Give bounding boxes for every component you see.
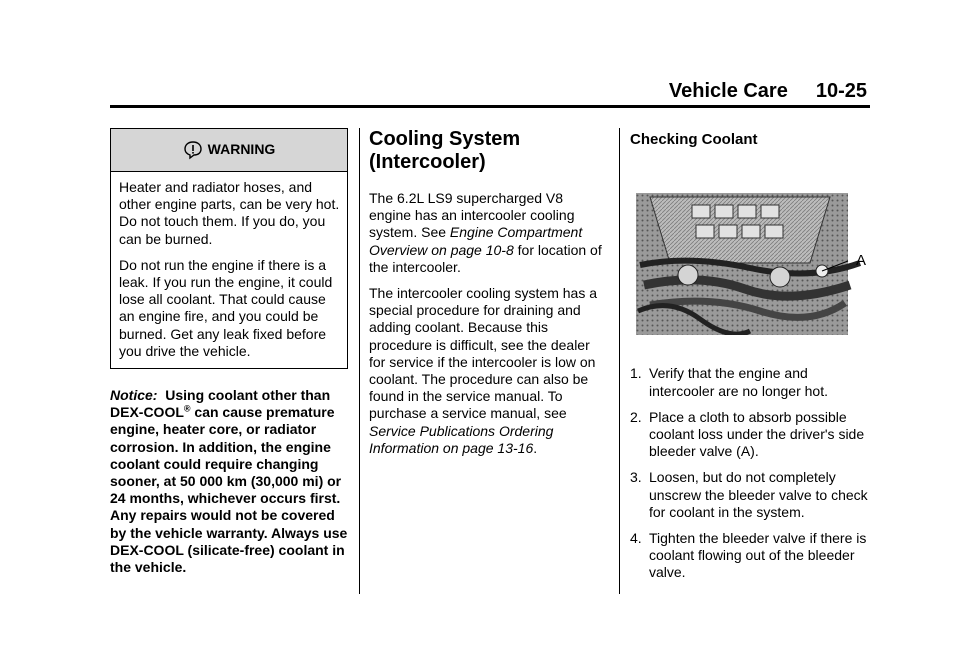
step-text: Verify that the engine and intercooler are no longer hot. xyxy=(649,365,828,399)
registered-mark: ® xyxy=(183,403,191,414)
step-number: 1. xyxy=(630,365,642,382)
notice-text-rest: can cause premature engine, heater core, or radiator corrosion. In addition, the engine coolant could require changing sooner, at 50 000 km (30,000 mi) or 24 months, whichever occurs first. Any repairs would not be covered by the vehicle warranty. Always use DEX-COOL (silicate-free) coolant in the vehicle. xyxy=(110,404,348,576)
notice-paragraph xyxy=(110,387,348,576)
section-name: Vehicle Care xyxy=(668,80,788,102)
coolant-steps-list xyxy=(630,365,870,581)
callout-a-label: A xyxy=(856,252,867,270)
notice-text-start: Using coolant other than DEX-COOL xyxy=(110,387,331,421)
list-item xyxy=(630,530,870,582)
column-divider-left xyxy=(359,128,360,594)
column-divider-right xyxy=(619,128,620,594)
notice-label: Notice: xyxy=(110,387,158,404)
cooling-p2-text: The intercooler cooling system has a special procedure for draining and adding coolant. Because this procedure is difficult, see the dealer for service if the intercooler is low on coolant. The procedure can also be found in the service manual. To purchase a service manual, see xyxy=(369,285,597,422)
warning-paragraph-1: Heater and radiator hoses, and other engine parts, can be very hot. Do not touch them. If you do, you can be burned. xyxy=(119,179,340,247)
warning-box xyxy=(110,128,348,369)
cooling-paragraph-2 xyxy=(369,285,607,457)
column-2 xyxy=(369,128,607,466)
warning-title: WARNING xyxy=(207,141,276,158)
cooling-p1-after: for location of the intercooler. xyxy=(369,241,602,275)
page-number: 10-25 xyxy=(815,80,867,102)
warning-body xyxy=(111,172,347,368)
engine-compartment-reference: Engine Compartment Overview on page 10-8 xyxy=(369,224,583,258)
cooling-p2-after: . xyxy=(533,439,538,456)
list-item xyxy=(630,469,870,521)
header-rule xyxy=(110,105,870,108)
checking-coolant-title: Checking Coolant xyxy=(630,131,758,148)
cooling-section-title: Cooling System (Intercooler) xyxy=(369,128,521,173)
column-3 xyxy=(630,128,870,591)
step-text: Place a cloth to absorb possible coolant loss under the driver's side bleeder valve (A). xyxy=(649,408,865,460)
step-number: 2. xyxy=(630,408,642,425)
step-text: Loosen, but do not completely unscrew the bleeder valve to check for coolant in the system. xyxy=(649,469,868,520)
cooling-paragraph-1 xyxy=(369,190,607,276)
column-1 xyxy=(110,128,348,576)
engine-illustration xyxy=(630,193,870,335)
service-publications-reference: Service Publications Ordering Information on page 13-16 xyxy=(369,422,554,456)
step-number: 4. xyxy=(630,530,642,547)
warning-header xyxy=(111,129,347,172)
list-item xyxy=(630,409,870,461)
step-number: 3. xyxy=(630,469,642,486)
warning-paragraph-2: Do not run the engine if there is a leak. If you run the engine, it could lose all coolant. That could cause an engine fire, and you could be burned. Get any leak fixed before you drive the vehicle. xyxy=(119,256,333,359)
page-header xyxy=(669,80,867,103)
list-item xyxy=(630,365,870,399)
cooling-p1-text: The 6.2L LS9 supercharged V8 engine has an intercooler cooling system. See xyxy=(369,190,575,241)
warning-icon xyxy=(183,140,203,160)
step-text: Tighten the bleeder valve if there is coolant flowing out of the bleeder valve. xyxy=(649,530,867,581)
